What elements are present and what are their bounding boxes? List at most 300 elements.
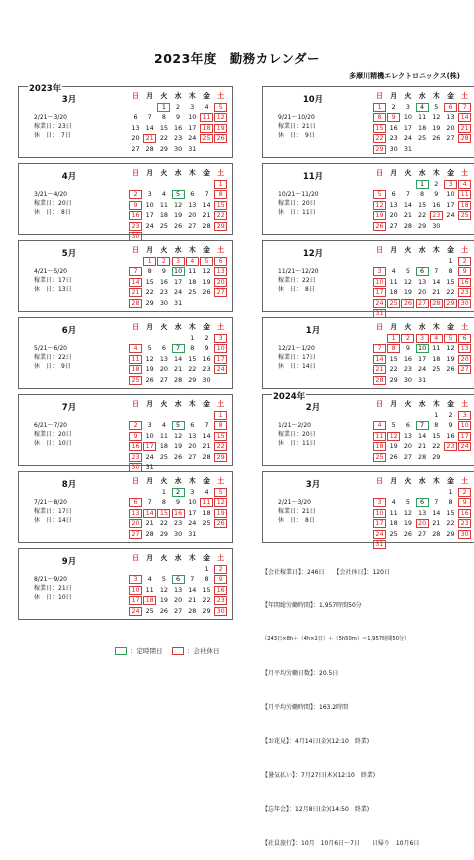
weekday-header: 月 — [146, 169, 154, 177]
work-days-text: 稼業日：22日 — [278, 277, 316, 285]
day-cell: 2 — [391, 102, 396, 111]
summary-line: （243日×8h＋（4h×2日）＋（5h50m）＝1,957時間50分） — [262, 636, 410, 643]
period-text: 2/21～3/20 — [34, 114, 67, 121]
month-info — [34, 267, 72, 294]
weekday-header: 火 — [404, 400, 412, 408]
day-cell: 13 — [214, 267, 227, 276]
weekday-header: 水 — [418, 246, 426, 254]
period-text: 4/21～5/20 — [34, 268, 67, 275]
day-cell: 20 — [403, 442, 412, 450]
weekday-header: 金 — [447, 169, 454, 177]
day-cell: 23 — [403, 365, 412, 373]
day-cell: 12 — [214, 113, 227, 122]
day-cell: 27 — [458, 365, 471, 374]
period-text: 10/21～11/20 — [278, 191, 319, 198]
day-cell: 1 — [157, 103, 170, 112]
day-cell: 16 — [458, 278, 471, 287]
month-name: 3月 — [61, 95, 77, 105]
weekday-header: 水 — [418, 92, 426, 100]
day-cell: 25 — [432, 365, 441, 373]
day-cell: 22 — [202, 596, 211, 604]
day-cell: 22 — [214, 211, 227, 220]
day-cell: 27 — [174, 606, 183, 615]
weekday-header: 火 — [160, 400, 168, 408]
day-cell: 12 — [432, 113, 441, 121]
work-days-text: 稼業日：22日 — [34, 354, 72, 362]
legend-fixed — [115, 646, 163, 655]
weekday-header: 木 — [432, 246, 440, 254]
weekday-header: 火 — [160, 554, 168, 562]
weekday-header: 日 — [132, 477, 139, 485]
day-cell: 16 — [432, 200, 441, 209]
day-cell: 13 — [458, 344, 471, 353]
day-cell: 21 — [188, 596, 197, 604]
day-cell: 7 — [204, 421, 209, 429]
work-days-text: 稼業日：20日 — [34, 431, 72, 439]
day-cell: 6 — [129, 498, 142, 507]
day-cell: 14 — [432, 508, 441, 517]
weekday-header: 金 — [203, 246, 210, 254]
weekday-header: 日 — [132, 246, 139, 254]
day-cell: 27 — [403, 452, 412, 461]
day-cell: 20 — [159, 365, 168, 373]
day-cell: 29 — [444, 299, 457, 308]
day-cell: 25 — [373, 453, 386, 462]
day-cell: 5 — [373, 190, 386, 199]
off-days-text: 休 日： 7日 — [34, 132, 71, 140]
day-cell: 22 — [188, 365, 197, 373]
day-cell: 7 — [147, 498, 152, 506]
month-name: 3月 — [305, 480, 321, 490]
day-cell: 2 — [129, 421, 142, 430]
day-cell: 7 — [172, 344, 185, 353]
day-cell: 12 — [202, 267, 211, 275]
day-cell: 4 — [204, 487, 209, 496]
day-cell: 30 — [129, 463, 142, 472]
weekday-header: 金 — [447, 323, 454, 331]
day-cell: 2 — [434, 179, 439, 188]
month-name: 11月 — [302, 172, 324, 182]
day-cell: 1 — [214, 180, 227, 189]
day-cell: 18 — [143, 596, 156, 605]
day-cell: 19 — [202, 277, 211, 286]
month-name: 8月 — [61, 480, 77, 490]
period-text: 3/21～4/20 — [34, 191, 67, 198]
day-cell: 18 — [418, 123, 427, 132]
summary-line: 【暑気払い】：7月27日(木)(12:10 終業) — [262, 771, 376, 779]
weekday-header: 月 — [146, 246, 154, 254]
day-cell: 31 — [373, 309, 386, 318]
weekday-header: 土 — [217, 477, 225, 485]
day-cell: 24 — [145, 221, 154, 230]
day-cell: 12 — [403, 508, 412, 517]
day-cell: 9 — [129, 432, 142, 441]
day-cell: 5 — [444, 334, 457, 343]
month-name: 2月 — [305, 403, 321, 413]
month-name: 12月 — [302, 249, 324, 259]
day-cell: 1 — [373, 103, 386, 112]
day-cell: 8 — [161, 498, 166, 506]
day-cell: 15 — [446, 277, 455, 286]
day-cell: 26 — [174, 221, 183, 230]
year-label-2023: 2023年 — [29, 84, 62, 94]
day-cell: 7 — [458, 103, 471, 112]
day-cell: 13 — [131, 123, 140, 132]
day-cell: 17 — [373, 519, 386, 528]
day-cell: 26 — [214, 519, 227, 528]
day-cell: 9 — [204, 344, 209, 352]
weekday-header: 木 — [188, 246, 196, 254]
day-cell: 14 — [432, 277, 441, 286]
day-cell: 6 — [190, 421, 195, 429]
period-text: 11/21～12/20 — [278, 268, 319, 275]
day-cell: 26 — [202, 288, 211, 296]
day-cell: 8 — [387, 344, 400, 353]
day-cell: 14 — [202, 200, 211, 209]
day-cell: 26 — [389, 452, 398, 461]
day-cell: 6 — [391, 190, 396, 198]
weekday-header: 日 — [132, 323, 139, 331]
month-name: 4月 — [61, 172, 77, 182]
red-box-icon — [172, 647, 184, 655]
day-cell: 8 — [214, 190, 227, 199]
month-name: 9月 — [61, 557, 77, 567]
summary-line: 【月平均労働時間】：163.2時間 — [262, 704, 349, 712]
day-cell: 4 — [373, 421, 386, 430]
day-cell: 29 — [145, 298, 154, 307]
day-cell: 9 — [405, 344, 410, 352]
day-cell: 9 — [214, 575, 227, 584]
day-cell: 7 — [373, 344, 386, 353]
day-cell: 30 — [174, 144, 183, 153]
weekday-header: 火 — [404, 246, 412, 254]
off-days-text: 休 日：11日 — [278, 209, 316, 217]
weekday-header: 日 — [376, 323, 383, 331]
day-cell: 27 — [446, 134, 455, 142]
day-cell: 10 — [403, 113, 412, 121]
day-cell: 19 — [214, 509, 227, 518]
month-panel — [262, 240, 474, 317]
day-cell: 1 — [387, 334, 400, 343]
day-cell: 15 — [373, 124, 386, 133]
day-cell: 4 — [458, 180, 471, 189]
day-cell: 23 — [129, 222, 142, 231]
day-cell: 29 — [214, 453, 227, 462]
day-cell: 14 — [202, 431, 211, 440]
day-cell: 15 — [202, 585, 211, 594]
period-text: 9/21～10/20 — [278, 114, 315, 121]
weekday-header: 土 — [217, 92, 225, 100]
weekday-header: 土 — [217, 554, 225, 562]
day-cell: 19 — [403, 288, 412, 296]
day-cell: 8 — [214, 421, 227, 430]
day-cell: 30 — [458, 299, 471, 308]
day-cell: 6 — [214, 257, 227, 266]
day-cell: 30 — [129, 232, 142, 241]
day-cell: 17 — [129, 596, 142, 605]
day-cell: 25 — [458, 211, 471, 220]
weekday-header: 月 — [390, 246, 398, 254]
day-cell: 25 — [188, 288, 197, 296]
day-cell: 13 — [389, 200, 398, 209]
month-panel — [18, 317, 233, 389]
day-cell: 1 — [190, 333, 195, 342]
day-cell: 3 — [458, 411, 471, 420]
day-cell: 3 — [444, 180, 457, 189]
weekday-header: 火 — [404, 169, 412, 177]
day-cell: 3 — [147, 421, 152, 429]
day-cell: 14 — [174, 354, 183, 363]
weekday-header: 土 — [461, 169, 469, 177]
weekday-header: 金 — [203, 92, 210, 100]
day-cell: 4 — [430, 334, 443, 343]
period-text: 5/21～6/20 — [34, 345, 67, 352]
day-cell: 8 — [204, 575, 209, 583]
day-cell: 29 — [432, 452, 441, 461]
month-name: 5月 — [61, 249, 77, 259]
day-cell: 9 — [458, 267, 471, 276]
weekday-header: 月 — [390, 92, 398, 100]
day-cell: 19 — [159, 596, 168, 604]
day-cell: 16 — [129, 211, 142, 220]
weekday-header: 土 — [461, 477, 469, 485]
day-cell: 30 — [214, 607, 227, 616]
day-cell: 15 — [145, 277, 154, 286]
day-cell: 13 — [418, 508, 427, 517]
month-info — [278, 267, 319, 294]
month-info — [34, 498, 72, 525]
day-cell: 27 — [129, 530, 142, 539]
month-info — [34, 575, 72, 602]
day-cell: 19 — [174, 211, 183, 219]
off-days-text: 休 日：10日 — [34, 440, 72, 448]
weekday-header: 土 — [461, 323, 469, 331]
period-text: 8/21～9/20 — [34, 576, 67, 583]
day-cell: 4 — [161, 421, 166, 429]
weekday-header: 水 — [174, 400, 182, 408]
day-cell: 8 — [147, 267, 152, 275]
day-cell: 24 — [373, 299, 386, 308]
day-cell: 5 — [405, 267, 410, 275]
day-cell: 20 — [458, 355, 471, 364]
day-cell: 19 — [403, 519, 412, 527]
day-cell: 10 — [188, 498, 197, 506]
legend-fixed-label: ：定時閉日 — [130, 647, 163, 655]
day-cell: 25 — [129, 376, 142, 385]
day-cell: 1 — [448, 256, 453, 265]
day-cell: 5 — [147, 344, 152, 352]
day-cell: 19 — [432, 123, 441, 132]
day-cell: 16 — [174, 123, 183, 132]
day-cell: 24 — [458, 442, 471, 451]
day-cell: 22 — [373, 134, 386, 143]
weekday-header: 月 — [146, 92, 154, 100]
day-cell: 2 — [176, 102, 181, 111]
day-cell: 28 — [373, 376, 386, 385]
work-days-text: 稼業日：17日 — [34, 277, 72, 285]
period-text: 7/21～8/20 — [34, 499, 67, 506]
day-cell: 16 — [202, 354, 211, 363]
weekday-header: 水 — [174, 246, 182, 254]
day-cell: 28 — [418, 452, 427, 461]
day-cell: 25 — [159, 221, 168, 230]
day-cell: 16 — [389, 123, 398, 132]
weekday-header: 日 — [376, 169, 383, 177]
day-cell: 15 — [389, 354, 398, 363]
day-cell: 11 — [200, 498, 213, 507]
day-cell: 21 — [143, 134, 156, 143]
summary-line: 【忘年会】：12月8日(金)(14:50 終業) — [262, 805, 370, 813]
weekday-header: 木 — [432, 169, 440, 177]
day-cell: 11 — [432, 344, 441, 352]
day-cell: 25 — [418, 134, 427, 142]
day-cell: 16 — [172, 509, 185, 518]
day-cell: 18 — [202, 508, 211, 517]
work-days-text: 稼業日：21日 — [278, 508, 316, 516]
day-cell: 3 — [214, 334, 227, 343]
day-cell: 24 — [145, 452, 154, 461]
day-cell: 15 — [418, 200, 427, 209]
day-cell: 27 — [131, 144, 140, 153]
day-cell: 20 — [129, 519, 142, 528]
day-cell: 18 — [188, 277, 197, 286]
day-cell: 24 — [403, 134, 412, 142]
day-cell: 18 — [432, 354, 441, 363]
weekday-header: 水 — [174, 477, 182, 485]
day-cell: 22 — [432, 442, 441, 450]
day-cell: 21 — [403, 211, 412, 219]
day-cell: 25 — [389, 529, 398, 538]
month-panel — [18, 163, 233, 240]
day-cell: 11 — [418, 113, 427, 121]
day-cell: 12 — [159, 585, 168, 594]
day-cell: 17 — [188, 508, 197, 517]
day-cell: 9 — [387, 113, 400, 122]
day-cell: 6 — [190, 190, 195, 198]
day-cell: 20 — [418, 288, 427, 296]
weekday-header: 日 — [132, 400, 139, 408]
day-cell: 13 — [129, 509, 142, 518]
day-cell: 3 — [405, 102, 410, 111]
day-cell: 9 — [458, 498, 471, 507]
day-cell: 17 — [458, 432, 471, 441]
company-name: 多摩川精機エレクトロニックス(株) — [349, 72, 460, 80]
weekday-header: 木 — [188, 169, 196, 177]
day-cell: 20 — [174, 596, 183, 604]
day-cell: 5 — [172, 190, 185, 199]
day-cell: 8 — [190, 344, 195, 352]
weekday-header: 日 — [132, 554, 139, 562]
day-cell: 30 — [202, 375, 211, 384]
day-cell: 22 — [159, 519, 168, 527]
day-cell: 6 — [416, 267, 429, 276]
day-cell: 31 — [418, 375, 427, 384]
day-cell: 28 — [403, 221, 412, 230]
day-cell: 17 — [145, 211, 154, 219]
day-cell: 23 — [214, 596, 227, 605]
annual-summary — [262, 544, 419, 860]
day-cell: 5 — [405, 498, 410, 506]
day-cell: 26 — [373, 222, 386, 231]
legend-holiday-label: ：会社休日 — [187, 647, 220, 655]
day-cell: 26 — [401, 299, 414, 308]
day-cell: 17 — [418, 354, 427, 363]
day-cell: 16 — [446, 431, 455, 440]
weekday-header: 火 — [404, 92, 412, 100]
weekday-header: 木 — [188, 554, 196, 562]
day-cell: 26 — [446, 365, 455, 373]
day-cell: 9 — [129, 201, 142, 210]
day-cell: 8 — [448, 498, 453, 506]
day-cell: 7 — [416, 421, 429, 430]
day-cell: 1 — [434, 410, 439, 419]
weekday-header: 木 — [432, 477, 440, 485]
month-info — [278, 344, 316, 371]
day-cell: 13 — [188, 431, 197, 440]
off-days-text: 休 日：10日 — [34, 594, 72, 602]
day-cell: 15 — [446, 508, 455, 517]
day-cell: 2 — [129, 190, 142, 199]
day-cell: 8 — [373, 113, 386, 122]
work-days-text: 稼業日：23日 — [34, 123, 72, 131]
off-days-text: 休 日： 8日 — [34, 209, 71, 217]
weekday-header: 金 — [447, 400, 454, 408]
day-cell: 17 — [174, 277, 183, 286]
weekday-header: 土 — [461, 400, 469, 408]
day-cell: 19 — [145, 365, 154, 373]
day-cell: 4 — [147, 575, 152, 583]
month-panel — [262, 471, 474, 548]
day-cell: 1 — [448, 487, 453, 496]
day-cell: 20 — [188, 442, 197, 450]
period-text: 2/21～3/20 — [278, 499, 311, 506]
weekday-header: 土 — [461, 246, 469, 254]
weekday-header: 月 — [146, 477, 154, 485]
day-cell: 28 — [458, 134, 471, 143]
off-days-text: 休 日： 8日 — [278, 517, 315, 525]
weekday-header: 木 — [188, 323, 196, 331]
weekday-header: 水 — [174, 554, 182, 562]
day-cell: 28 — [174, 375, 183, 384]
weekday-header: 水 — [418, 323, 426, 331]
weekday-header: 水 — [418, 400, 426, 408]
weekday-header: 金 — [203, 400, 210, 408]
off-days-text: 休 日： 8日 — [278, 286, 315, 294]
day-cell: 2 — [401, 334, 414, 343]
day-cell: 26 — [432, 134, 441, 142]
day-cell: 7 — [204, 190, 209, 198]
day-cell: 2 — [157, 257, 170, 266]
day-cell: 27 — [188, 452, 197, 461]
weekday-header: 金 — [447, 92, 454, 100]
day-cell: 10 — [416, 344, 429, 353]
day-cell: 22 — [446, 288, 455, 296]
day-cell: 6 — [161, 344, 166, 352]
day-cell: 10 — [373, 509, 386, 518]
day-cell: 8 — [161, 113, 166, 121]
day-cell: 20 — [416, 519, 429, 528]
day-cell: 23 — [389, 134, 398, 142]
weekday-header: 月 — [390, 400, 398, 408]
day-cell: 2 — [204, 333, 209, 342]
day-cell: 25 — [159, 452, 168, 461]
day-cell: 24 — [418, 365, 427, 373]
day-cell: 20 — [446, 123, 455, 132]
day-cell: 23 — [202, 365, 211, 373]
period-text: 12/21～1/20 — [278, 345, 315, 352]
day-cell: 23 — [174, 134, 183, 142]
day-cell: 29 — [159, 144, 168, 153]
